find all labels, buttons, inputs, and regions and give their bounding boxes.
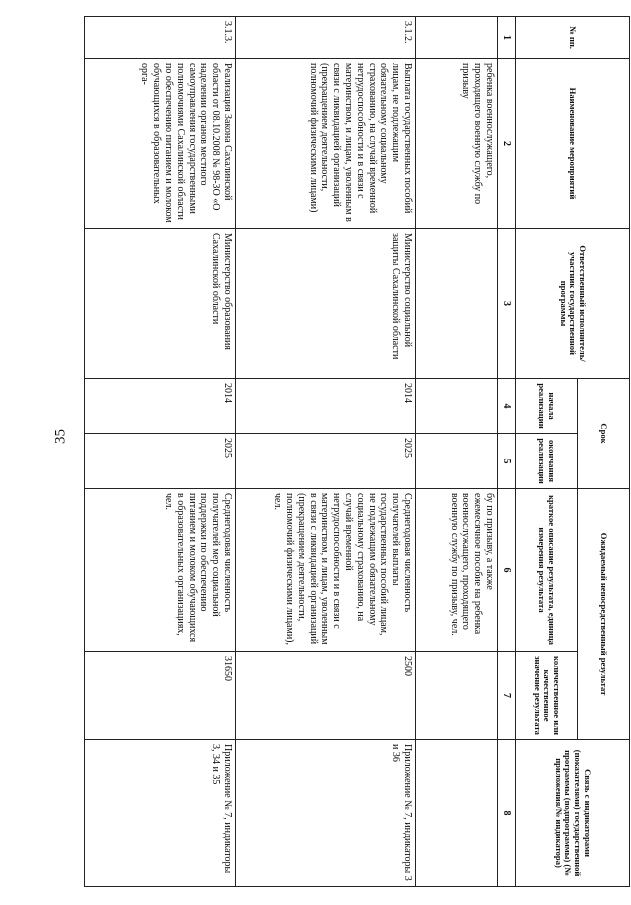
row-link: Приложение № 7, индикаторы 3, 34 и 35 bbox=[85, 740, 236, 887]
row-start: 2014 bbox=[236, 379, 416, 434]
row-end: 2025 bbox=[85, 434, 236, 489]
column-number-row bbox=[498, 17, 516, 887]
colnum: 2 bbox=[498, 59, 516, 229]
colnum: 3 bbox=[498, 229, 516, 379]
row-name: ребенка военнослужащего, проходящего военную службу по призыву bbox=[416, 59, 498, 229]
colnum: 4 bbox=[498, 379, 516, 434]
row-name: Выплата государственных пособий лицам, не подлежащим обязательному социальному страхованию, на случай временной нетрудоспособности и в связи с материнством, и лицам, уволенным в связи с ликвидацией организаций (прекращением деятельности, полномочий физическими лицами) bbox=[236, 59, 416, 229]
header-row-1 bbox=[578, 17, 630, 887]
table-row bbox=[85, 17, 236, 887]
row-num: 3.1.2. bbox=[236, 17, 416, 59]
header-qty: количественное или качественное значение результата bbox=[516, 652, 578, 740]
row-start bbox=[416, 379, 498, 434]
row-resp: Министерство социальной защиты Сахалинской области bbox=[236, 229, 416, 379]
header-end: окончания реализации bbox=[516, 434, 578, 489]
row-end bbox=[416, 434, 498, 489]
row-resp: Министерство образования Сахалинской области bbox=[85, 229, 236, 379]
colnum: 7 bbox=[498, 652, 516, 740]
row-desc: Среднегодовая численность получателей выплаты государственных пособий лицам, не подлежащим обязательному социальному страхованию, на случай временной нетрудоспособности и в связи с материнством, и лицам, уволенным в связи с ликвидацией организаций (прекращением деятельности, полномочий физическими лицами), чел. bbox=[236, 489, 416, 652]
row-desc: бу по призыву, а также ежемесячное пособие на ребенка военнослужащего, проходящего военную службу по призыву, чел. bbox=[416, 489, 498, 652]
row-num: 3.1.3. bbox=[85, 17, 236, 59]
row-link bbox=[416, 740, 498, 887]
row-desc: Среднегодовая численность получателей мер социальной поддержки по обеспечению питанием и молоком обучающихся в образовательных организациях, чел. bbox=[85, 489, 236, 652]
row-name: Реализация Закона Сахалинской области от 08.10.2008 № 98-ЗО «О наделении органов местного самоуправления государственными полномочиями Сахалинской области по обеспечению питанием и молоком обучающихся в образовательных орга- bbox=[85, 59, 236, 229]
table-row bbox=[416, 17, 498, 887]
header-name: Наименование мероприятий bbox=[516, 59, 630, 229]
row-qty: 2500 bbox=[236, 652, 416, 740]
table-row bbox=[236, 17, 416, 887]
header-link: Связь с индикаторами (показателями) государственной программы (подпрограммы) (№ приложения/№ индикатора) bbox=[516, 740, 630, 887]
rotated-table-container bbox=[84, 16, 630, 886]
header-expected: Ожидаемый непосредственный результат bbox=[578, 489, 630, 740]
colnum: 1 bbox=[498, 17, 516, 59]
row-start: 2014 bbox=[85, 379, 236, 434]
row-qty: 31650 bbox=[85, 652, 236, 740]
row-link: Приложение № 7, индикаторы 3 и 36 bbox=[236, 740, 416, 887]
activities-table bbox=[84, 16, 630, 887]
row-resp bbox=[416, 229, 498, 379]
colnum: 8 bbox=[498, 740, 516, 887]
row-qty bbox=[416, 652, 498, 740]
header-start: начала реализации bbox=[516, 379, 578, 434]
page-number: 35 bbox=[52, 429, 69, 444]
header-num: № пп. bbox=[516, 17, 630, 59]
row-end: 2025 bbox=[236, 434, 416, 489]
header-term: Срок bbox=[578, 379, 630, 489]
colnum: 6 bbox=[498, 489, 516, 652]
row-num bbox=[416, 17, 498, 59]
header-resp: Ответственный исполнитель/участник государственной программы bbox=[516, 229, 630, 379]
header-desc: краткое описание результата, единица измерения результата bbox=[516, 489, 578, 652]
colnum: 5 bbox=[498, 434, 516, 489]
